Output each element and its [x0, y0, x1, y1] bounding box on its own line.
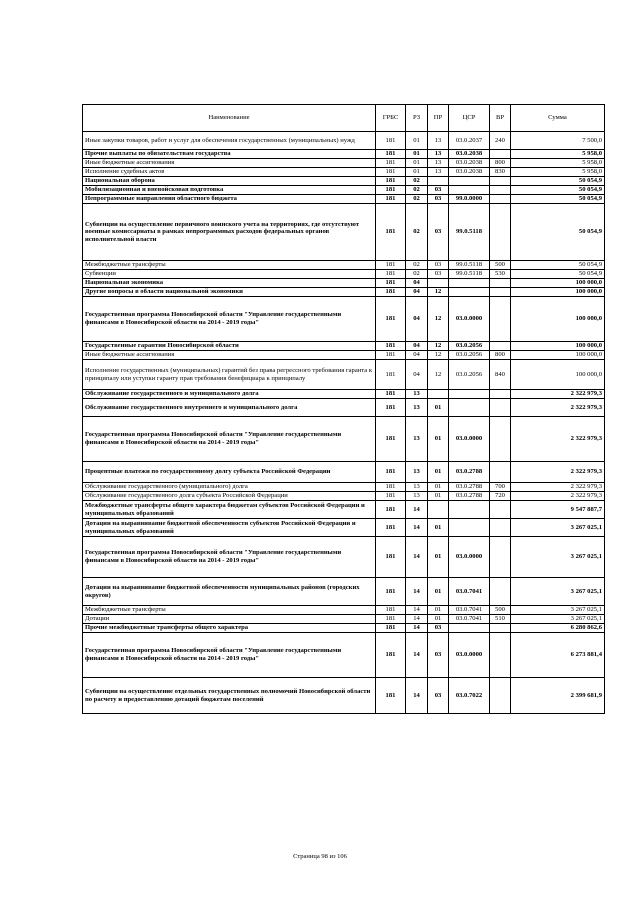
cell-rz: 02 [406, 195, 428, 204]
header-rz: РЗ [406, 105, 428, 132]
table-row [83, 462, 605, 483]
table-row [83, 177, 605, 186]
cell-name: Иные закупки товаров, работ и услуг для обеспечения государственных (муниципальных) нужд [83, 132, 376, 150]
cell-csr [449, 501, 490, 519]
cell-vr: 830 [490, 168, 511, 177]
cell-grbs: 181 [376, 195, 406, 204]
cell-name: Другие вопросы в области национальной экономики [83, 288, 376, 297]
cell-grbs: 181 [376, 678, 406, 714]
cell-csr: 03.0.2056 [449, 360, 490, 390]
cell-name: Субвенции на осуществление отдельных государственных полномочий Новосибирской области по расчету и предоставлению дотаций бюджетам поселений [83, 678, 376, 714]
cell-grbs: 181 [376, 150, 406, 159]
cell-grbs: 181 [376, 132, 406, 150]
table-body [83, 132, 605, 714]
table-row [83, 351, 605, 360]
cell-sum: 100 000,0 [511, 360, 605, 390]
cell-sum: 5 958,0 [511, 159, 605, 168]
cell-pr: 12 [428, 342, 449, 351]
cell-pr: 01 [428, 399, 449, 417]
cell-csr: 03.0.2038 [449, 159, 490, 168]
table-row [83, 195, 605, 204]
cell-pr: 01 [428, 578, 449, 606]
cell-sum: 2 322 979,3 [511, 462, 605, 483]
cell-vr [490, 501, 511, 519]
cell-pr: 03 [428, 270, 449, 279]
cell-sum: 6 280 862,6 [511, 624, 605, 633]
cell-name: Прочие межбюджетные трансферты общего характера [83, 624, 376, 633]
cell-name: Межбюджетные трансферты [83, 606, 376, 615]
cell-vr: 500 [490, 606, 511, 615]
cell-name: Субвенции на осуществление первичного воинского учета на территориях, где отсутствуют военные комиссариаты в рамках непрограммных расходов федеральных органов исполнительной власти [83, 204, 376, 261]
cell-sum: 2 322 979,3 [511, 399, 605, 417]
cell-grbs: 181 [376, 288, 406, 297]
cell-csr [449, 279, 490, 288]
cell-csr [449, 624, 490, 633]
cell-csr: 03.0.2788 [449, 492, 490, 501]
cell-rz: 01 [406, 159, 428, 168]
cell-pr: 03 [428, 624, 449, 633]
table-row [83, 297, 605, 342]
cell-grbs: 181 [376, 279, 406, 288]
cell-pr: 13 [428, 168, 449, 177]
cell-sum: 100 000,0 [511, 351, 605, 360]
cell-rz: 14 [406, 633, 428, 678]
cell-csr [449, 177, 490, 186]
cell-pr: 01 [428, 537, 449, 578]
cell-pr [428, 279, 449, 288]
cell-sum: 50 054,9 [511, 195, 605, 204]
table-row [83, 159, 605, 168]
cell-rz: 14 [406, 537, 428, 578]
cell-vr: 800 [490, 159, 511, 168]
header-sum: Сумма [511, 105, 605, 132]
cell-csr [449, 390, 490, 399]
cell-name: Межбюджетные трансферты [83, 261, 376, 270]
cell-pr: 01 [428, 615, 449, 624]
cell-vr [490, 462, 511, 483]
cell-grbs: 181 [376, 519, 406, 537]
cell-csr: 03.0.2038 [449, 150, 490, 159]
cell-rz: 13 [406, 492, 428, 501]
cell-vr: 800 [490, 351, 511, 360]
cell-pr: 12 [428, 351, 449, 360]
cell-grbs: 181 [376, 360, 406, 390]
cell-sum: 5 958,0 [511, 168, 605, 177]
cell-name: Иные бюджетные ассигнования [83, 159, 376, 168]
cell-csr: 99.0.0000 [449, 195, 490, 204]
cell-grbs: 181 [376, 159, 406, 168]
cell-sum: 9 547 887,7 [511, 501, 605, 519]
cell-name: Обслуживание государственного и муниципального долга [83, 390, 376, 399]
table-row [83, 360, 605, 390]
table-row [83, 678, 605, 714]
cell-csr: 03.0.0000 [449, 297, 490, 342]
cell-grbs: 181 [376, 624, 406, 633]
cell-csr: 03.0.2038 [449, 168, 490, 177]
cell-grbs: 181 [376, 606, 406, 615]
cell-rz: 02 [406, 261, 428, 270]
cell-vr: 510 [490, 615, 511, 624]
cell-rz: 02 [406, 204, 428, 261]
cell-sum: 50 054,9 [511, 270, 605, 279]
cell-sum: 3 267 025,1 [511, 615, 605, 624]
cell-name: Обслуживание государственного долга субъекта Российской Федерации [83, 492, 376, 501]
table-row [83, 537, 605, 578]
table-row [83, 390, 605, 399]
cell-csr: 03.0.2788 [449, 483, 490, 492]
table-row [83, 492, 605, 501]
page-number: Страница 98 из 106 [293, 853, 347, 860]
cell-sum: 100 000,0 [511, 279, 605, 288]
cell-pr: 01 [428, 519, 449, 537]
cell-name: Национальная оборона [83, 177, 376, 186]
cell-vr [490, 519, 511, 537]
cell-pr: 03 [428, 204, 449, 261]
cell-name: Исполнение судебных актов [83, 168, 376, 177]
cell-vr: 840 [490, 360, 511, 390]
cell-sum: 2 322 979,3 [511, 492, 605, 501]
cell-name: Мобилизационная и вневойсковая подготовка [83, 186, 376, 195]
cell-vr: 720 [490, 492, 511, 501]
cell-rz: 14 [406, 678, 428, 714]
cell-csr: 03.0.7041 [449, 606, 490, 615]
cell-vr: 240 [490, 132, 511, 150]
table-row [83, 288, 605, 297]
cell-sum: 100 000,0 [511, 297, 605, 342]
cell-vr [490, 399, 511, 417]
header-grbs: ГРБС [376, 105, 406, 132]
cell-name: Государственная программа Новосибирской области "Управление государственными финансами в Новосибирской области на 2014 - 2019 годы" [83, 633, 376, 678]
cell-pr: 13 [428, 159, 449, 168]
cell-rz: 14 [406, 501, 428, 519]
cell-grbs: 181 [376, 615, 406, 624]
cell-rz: 02 [406, 186, 428, 195]
cell-sum: 50 054,9 [511, 204, 605, 261]
cell-pr: 03 [428, 678, 449, 714]
cell-name: Государственная программа Новосибирской области "Управление государственными финансами в Новосибирской области на 2014 - 2019 годы" [83, 417, 376, 462]
cell-csr: 99.0.5118 [449, 261, 490, 270]
table-row [83, 519, 605, 537]
cell-csr: 03.0.2056 [449, 351, 490, 360]
table-row [83, 150, 605, 159]
cell-rz: 04 [406, 351, 428, 360]
cell-rz: 13 [406, 399, 428, 417]
cell-rz: 13 [406, 390, 428, 399]
table-row [83, 483, 605, 492]
cell-name: Государственная программа Новосибирской области "Управление государственными финансами в Новосибирской области на 2014 - 2019 годы" [83, 537, 376, 578]
cell-vr [490, 342, 511, 351]
cell-pr: 13 [428, 150, 449, 159]
cell-grbs: 181 [376, 578, 406, 606]
cell-rz: 14 [406, 615, 428, 624]
cell-sum: 7 500,0 [511, 132, 605, 150]
table-row [83, 578, 605, 606]
cell-pr: 12 [428, 360, 449, 390]
cell-pr: 01 [428, 606, 449, 615]
cell-sum: 2 322 979,3 [511, 483, 605, 492]
table-row [83, 633, 605, 678]
cell-sum: 50 054,9 [511, 177, 605, 186]
cell-name: Исполнение государственных (муниципальных) гарантий без права регрессного требования гаранта к принципалу или уступки гаранту прав требования бенефициара к принципалу [83, 360, 376, 390]
cell-grbs: 181 [376, 168, 406, 177]
cell-vr [490, 288, 511, 297]
cell-csr [449, 399, 490, 417]
cell-pr: 12 [428, 297, 449, 342]
cell-rz: 02 [406, 270, 428, 279]
cell-name: Иные бюджетные ассигнования [83, 351, 376, 360]
cell-csr [449, 186, 490, 195]
cell-csr: 99.0.5118 [449, 270, 490, 279]
cell-grbs: 181 [376, 297, 406, 342]
cell-name: Субвенции [83, 270, 376, 279]
cell-rz: 01 [406, 168, 428, 177]
cell-vr [490, 624, 511, 633]
table-row [83, 417, 605, 462]
cell-grbs: 181 [376, 204, 406, 261]
cell-csr: 99.0.5118 [449, 204, 490, 261]
cell-vr: 530 [490, 270, 511, 279]
cell-rz: 14 [406, 578, 428, 606]
cell-name: Национальная экономика [83, 279, 376, 288]
cell-name: Процентные платежи по государственному долгу субъекта Российской Федерации [83, 462, 376, 483]
cell-pr: 03 [428, 261, 449, 270]
cell-rz: 14 [406, 624, 428, 633]
cell-vr [490, 150, 511, 159]
table-row [83, 615, 605, 624]
cell-sum: 3 267 025,1 [511, 519, 605, 537]
cell-csr: 03.0.2056 [449, 342, 490, 351]
cell-pr: 03 [428, 195, 449, 204]
cell-sum: 50 054,9 [511, 261, 605, 270]
cell-csr [449, 519, 490, 537]
cell-csr: 03.0.7041 [449, 578, 490, 606]
cell-pr: 03 [428, 186, 449, 195]
cell-pr: 03 [428, 633, 449, 678]
cell-pr [428, 390, 449, 399]
cell-csr: 03.0.7041 [449, 615, 490, 624]
cell-vr [490, 279, 511, 288]
cell-rz: 04 [406, 288, 428, 297]
table-row [83, 204, 605, 261]
cell-pr: 12 [428, 288, 449, 297]
cell-csr: 03.0.7022 [449, 678, 490, 714]
header-csr: ЦСР [449, 105, 490, 132]
cell-grbs: 181 [376, 501, 406, 519]
table-row [83, 399, 605, 417]
cell-sum: 2 322 979,3 [511, 417, 605, 462]
cell-rz: 04 [406, 297, 428, 342]
cell-pr: 01 [428, 462, 449, 483]
cell-rz: 14 [406, 606, 428, 615]
cell-pr [428, 501, 449, 519]
table-header-row [83, 105, 605, 132]
table-row [83, 186, 605, 195]
budget-table [82, 104, 605, 714]
cell-pr: 01 [428, 492, 449, 501]
cell-sum: 5 958,0 [511, 150, 605, 159]
table-row [83, 279, 605, 288]
cell-sum: 2 322 979,3 [511, 390, 605, 399]
cell-name: Непрограммные направления областного бюджета [83, 195, 376, 204]
cell-grbs: 181 [376, 270, 406, 279]
table-row [83, 261, 605, 270]
table-row [83, 624, 605, 633]
cell-name: Обслуживание государственного (муниципального) долга [83, 483, 376, 492]
cell-grbs: 181 [376, 261, 406, 270]
cell-name: Межбюджетные трансферты общего характера бюджетам субъектов Российской Федерации и муниципальных образований [83, 501, 376, 519]
cell-sum: 3 267 025,1 [511, 578, 605, 606]
cell-vr [490, 195, 511, 204]
table-row [83, 342, 605, 351]
cell-name: Государственные гарантии Новосибирской области [83, 342, 376, 351]
cell-name: Дотации на выравнивание бюджетной обеспеченности субъектов Российской Федерации и муниципальных образований [83, 519, 376, 537]
cell-pr: 01 [428, 417, 449, 462]
cell-name: Прочие выплаты по обязательствам государства [83, 150, 376, 159]
table-row [83, 270, 605, 279]
cell-name: Обслуживание государственного внутреннего и муниципального долга [83, 399, 376, 417]
cell-grbs: 181 [376, 537, 406, 578]
cell-csr [449, 288, 490, 297]
table-row [83, 606, 605, 615]
cell-sum: 50 054,9 [511, 186, 605, 195]
cell-vr [490, 297, 511, 342]
cell-vr: 500 [490, 261, 511, 270]
cell-grbs: 181 [376, 462, 406, 483]
cell-sum: 6 273 881,4 [511, 633, 605, 678]
cell-rz: 02 [406, 177, 428, 186]
cell-grbs: 181 [376, 483, 406, 492]
cell-vr: 700 [490, 483, 511, 492]
cell-grbs: 181 [376, 342, 406, 351]
header-vr: ВР [490, 105, 511, 132]
cell-rz: 14 [406, 519, 428, 537]
cell-grbs: 181 [376, 351, 406, 360]
cell-csr: 03.0.0000 [449, 417, 490, 462]
cell-vr [490, 678, 511, 714]
cell-grbs: 181 [376, 399, 406, 417]
cell-pr: 01 [428, 483, 449, 492]
cell-pr [428, 177, 449, 186]
cell-sum: 2 399 681,9 [511, 678, 605, 714]
cell-grbs: 181 [376, 417, 406, 462]
cell-grbs: 181 [376, 390, 406, 399]
cell-rz: 13 [406, 417, 428, 462]
cell-grbs: 181 [376, 177, 406, 186]
cell-vr [490, 186, 511, 195]
cell-sum: 100 000,0 [511, 288, 605, 297]
cell-sum: 100 000,0 [511, 342, 605, 351]
cell-csr: 03.0.0000 [449, 633, 490, 678]
cell-csr: 03.0.2788 [449, 462, 490, 483]
cell-pr: 13 [428, 132, 449, 150]
table-row [83, 168, 605, 177]
cell-rz: 01 [406, 150, 428, 159]
table-row [83, 501, 605, 519]
cell-vr [490, 177, 511, 186]
cell-vr [490, 633, 511, 678]
cell-rz: 13 [406, 483, 428, 492]
header-name: Наименование [83, 105, 376, 132]
cell-csr: 03.0.0000 [449, 537, 490, 578]
cell-rz: 04 [406, 342, 428, 351]
header-pr: ПР [428, 105, 449, 132]
cell-rz: 13 [406, 462, 428, 483]
cell-grbs: 181 [376, 633, 406, 678]
table-row [83, 132, 605, 150]
cell-grbs: 181 [376, 492, 406, 501]
cell-sum: 3 267 025,1 [511, 537, 605, 578]
cell-vr [490, 204, 511, 261]
cell-name: Дотации [83, 615, 376, 624]
cell-grbs: 181 [376, 186, 406, 195]
cell-vr [490, 390, 511, 399]
cell-sum: 3 267 025,1 [511, 606, 605, 615]
cell-csr: 03.0.2037 [449, 132, 490, 150]
cell-rz: 04 [406, 360, 428, 390]
cell-rz: 04 [406, 279, 428, 288]
cell-vr [490, 578, 511, 606]
cell-rz: 01 [406, 132, 428, 150]
cell-name: Дотации на выравнивание бюджетной обеспеченности муниципальных районов (городских округов) [83, 578, 376, 606]
cell-name: Государственная программа Новосибирской области "Управление государственными финансами в Новосибирской области на 2014 - 2019 годы" [83, 297, 376, 342]
cell-vr [490, 537, 511, 578]
cell-vr [490, 417, 511, 462]
